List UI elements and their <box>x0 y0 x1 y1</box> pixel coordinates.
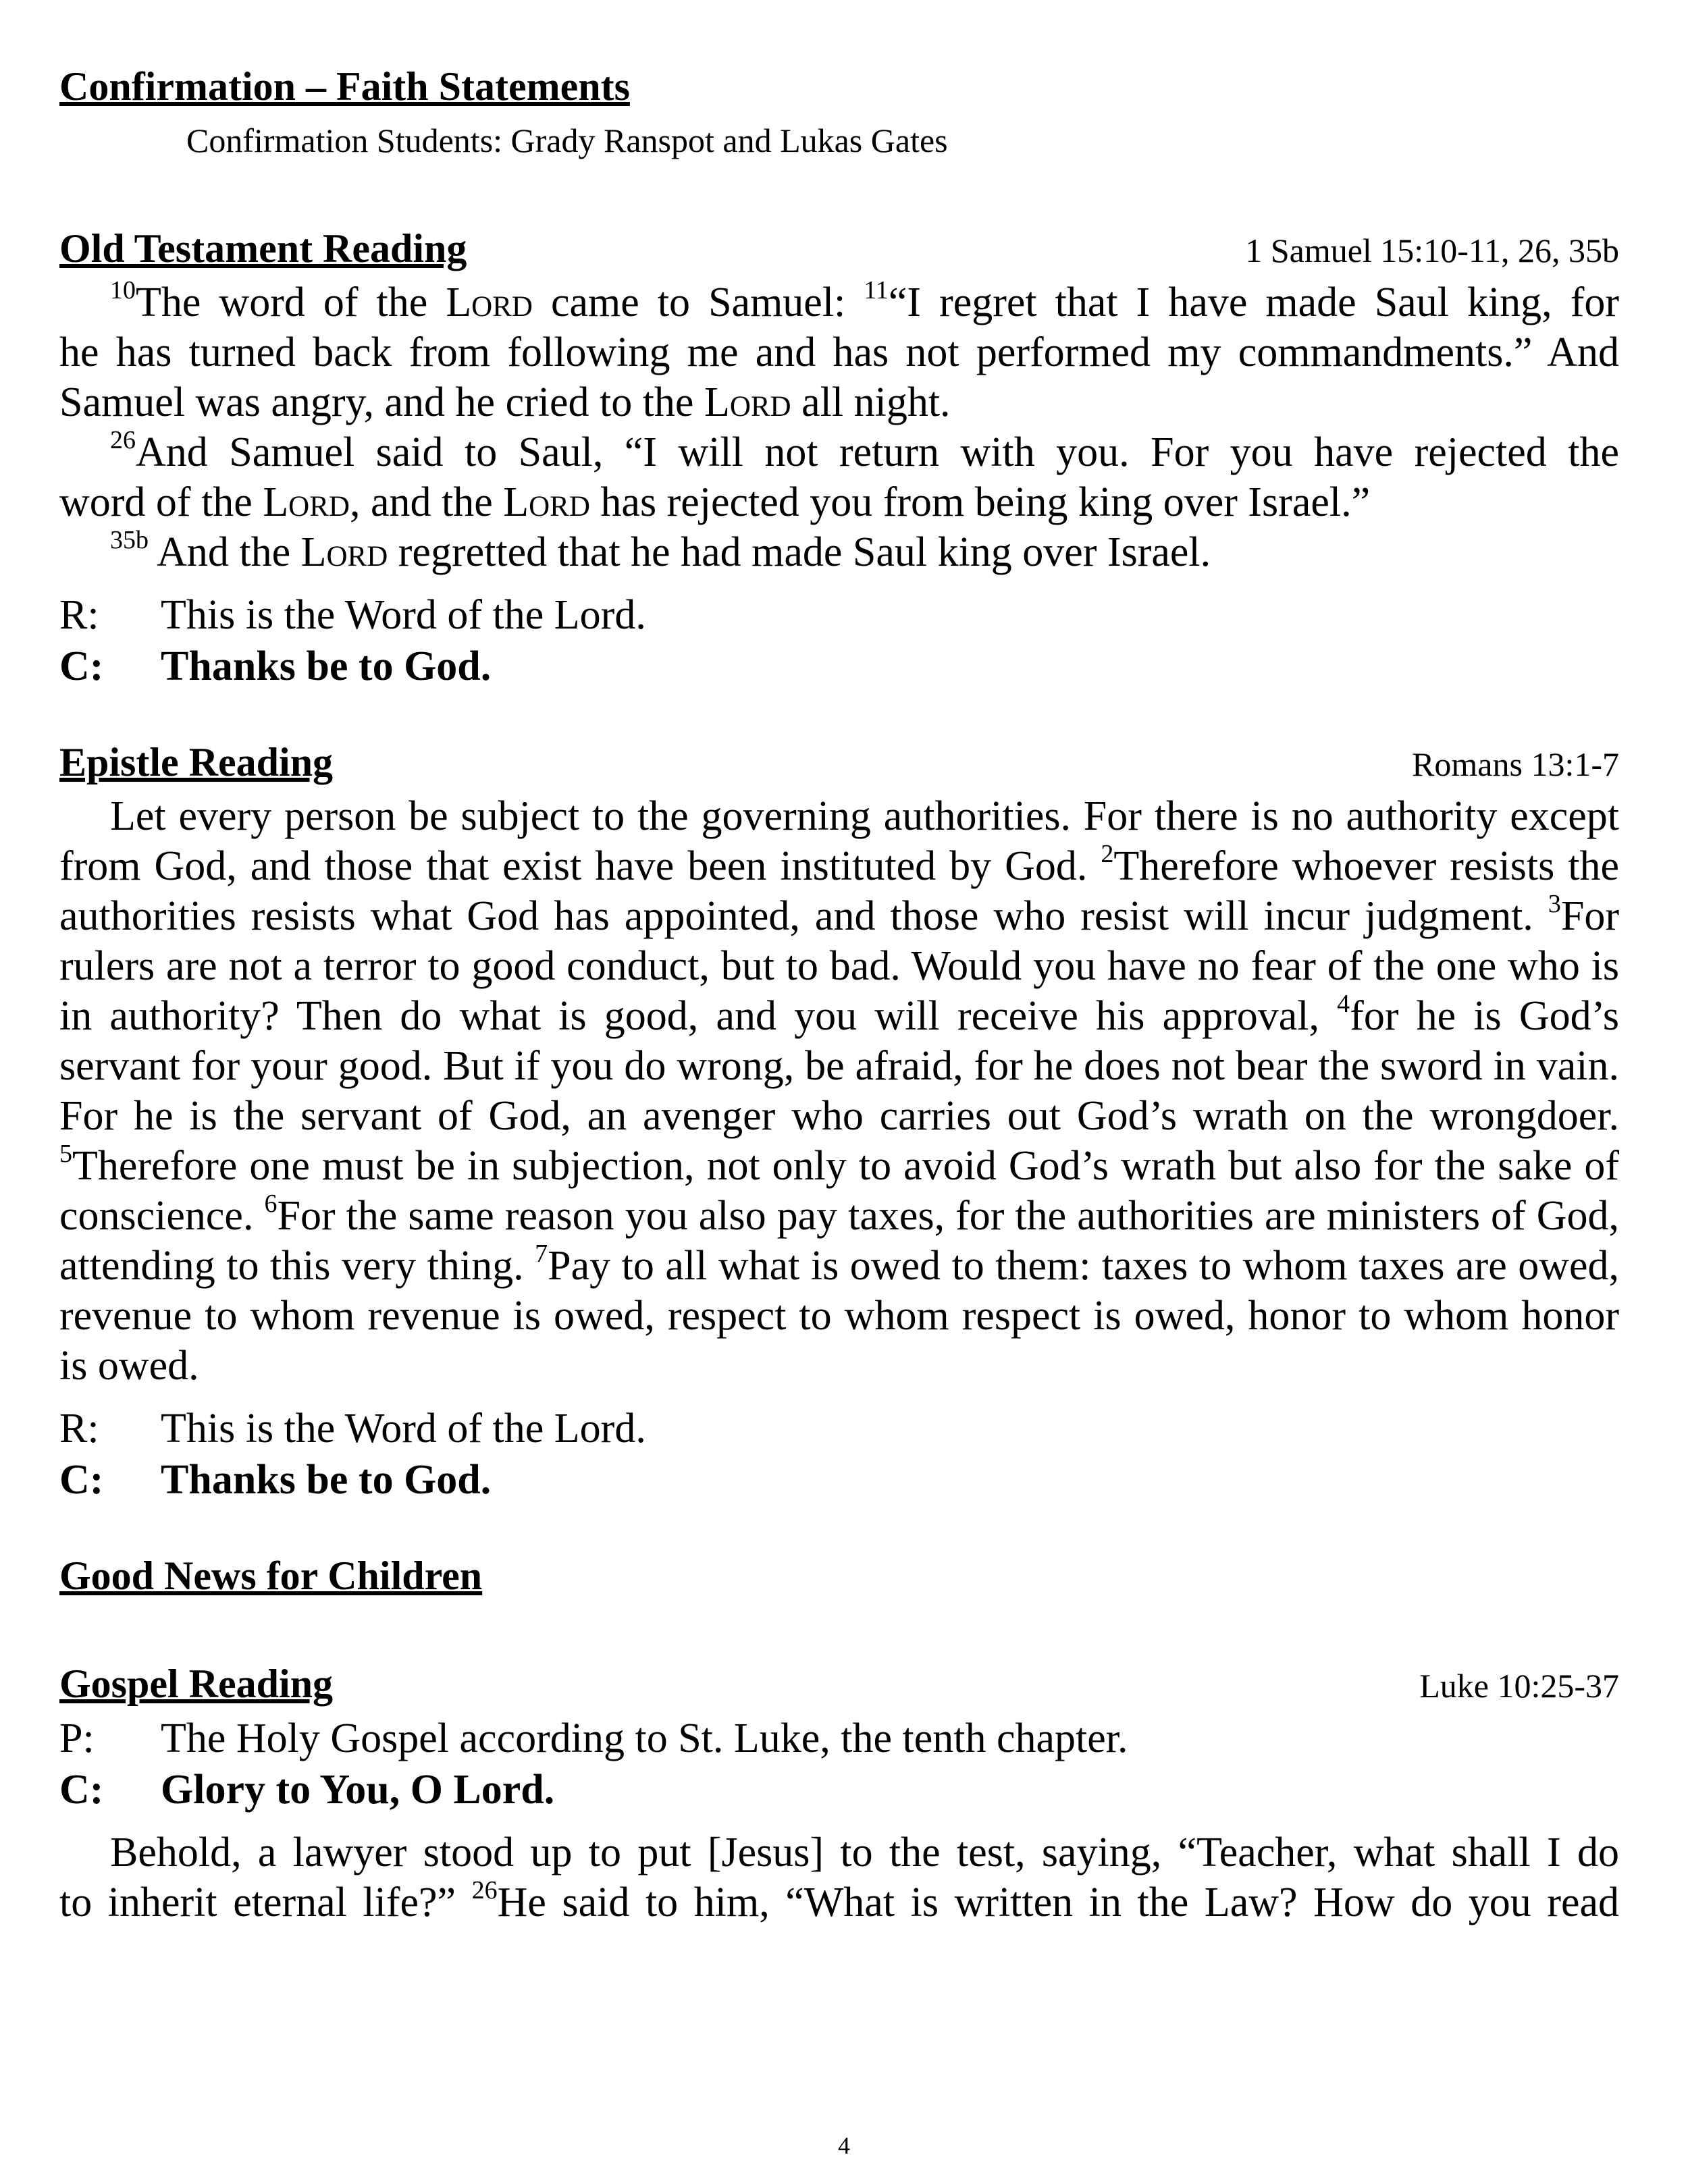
old-testament-heading-row <box>59 221 1619 277</box>
lord-smallcaps: Lord <box>446 279 533 325</box>
gospel-heading: Gospel Reading <box>59 1661 334 1706</box>
epistle-reference: Romans 13:1-7 <box>1412 745 1619 783</box>
gospel-reference: Luke 10:25-37 <box>1419 1667 1619 1705</box>
ot-verse-26-line-2: word of the Lord, and the Lord has rejected you from being king over Israel.” <box>59 479 1371 525</box>
epistle-text: Let every person be subject to the governing authorities. For there is no authority except from God, and those that exist have been instituted by God. $^2$Therefore whoever resists the authorities resists what God has appointed, and those who resist will incur judgment. $^3$For rulers are not a terror to good conduct, but to bad. Would you have no fear of the one who is in authority? Then do what is good, and you will receive his approval, $^4$for he is God’s servant for your good. But if you do wrong, be afraid, for he does not bear the sword in vain. For he is the servant of God, an avenger who carries out God’s wrath on the wrongdoer. $^5$Therefore one must be in subjection, not only to avoid God’s wrath but also for the sake of conscience. $^6$For the same reason you also pay taxes, for the authorities are ministers of God, attending to this very thing. $^7$Pay to all what is owed to them: taxes to whom taxes are owed, revenue to whom revenue is owed, respect to whom respect is owed, honor to whom honor is owed. <box>59 793 1620 1389</box>
verse-number: 26 <box>471 1876 498 1905</box>
verse-number: 3 <box>1548 890 1561 918</box>
bulletin-page <box>59 59 1619 1927</box>
verse-number: 5 <box>59 1140 72 1168</box>
confirmation-students: Confirmation Students: Grady Ranspot and Lukas Gates <box>186 122 948 159</box>
ot-verse-35b-line: $^{35b}$ And the Lord regretted that he had made Saul king over Israel. <box>110 526 1211 575</box>
verse-number: 11 <box>864 276 889 304</box>
congregation-response: C: Thanks be to God. <box>59 643 492 689</box>
congregation-response: C: Thanks be to God. <box>59 1457 492 1503</box>
verse-number: 2 <box>1101 840 1114 868</box>
verse-number: 7 <box>535 1240 548 1268</box>
old-testament-heading: Old Testament Reading <box>59 226 467 271</box>
reader-response: R: This is the Word of the Lord. <box>59 592 646 638</box>
pastor-announcement: P: The Holy Gospel according to St. Luke, the tenth chapter. <box>59 1715 1128 1761</box>
verse-number: 10 <box>110 276 136 304</box>
verse-number: 4 <box>1337 990 1350 1018</box>
gospel-line-2: to inherit eternal life?” $^{26}$He said to him, “What is written in the Law? How do you read <box>59 1876 1620 1925</box>
reader-response: R: This is the Word of the Lord. <box>59 1406 646 1451</box>
old-testament-reference: 1 Samuel 15:10-11, 26, 35b <box>1245 232 1619 269</box>
gospel-heading-row <box>59 1657 1619 1713</box>
ot-verse-11-line-3: Samuel was angry, and he cried to the Lord all night. <box>59 379 951 425</box>
epistle-heading-row <box>59 735 1619 791</box>
verse-number: 35b <box>110 526 149 554</box>
ot-verse-10-line: $^{10}$The word of the Lord came to Samuel: $^{11}$“I regret that I have made Saul king, for <box>110 276 1619 325</box>
page-number: 4 <box>838 2132 850 2159</box>
verse-number: 6 <box>264 1190 278 1218</box>
epistle-heading: Epistle Reading <box>59 740 334 784</box>
congregation-response: C: Glory to You, O Lord. <box>59 1767 555 1813</box>
confirmation-heading: Confirmation – Faith Statements <box>59 64 630 109</box>
ot-verse-11-line-2: he has turned back from following me and has not performed my commandments.” And <box>59 329 1619 375</box>
ot-verse-26-line-1: $^{26}$And Samuel said to Saul, “I will not return with you. For you have rejected the <box>110 426 1619 475</box>
gospel-line-1: Behold, a lawyer stood up to put [Jesus] to the test, saying, “Teacher, what shall I do <box>110 1830 1619 1875</box>
verse-number: 26 <box>110 426 136 454</box>
children-heading: Good News for Children <box>59 1553 483 1598</box>
